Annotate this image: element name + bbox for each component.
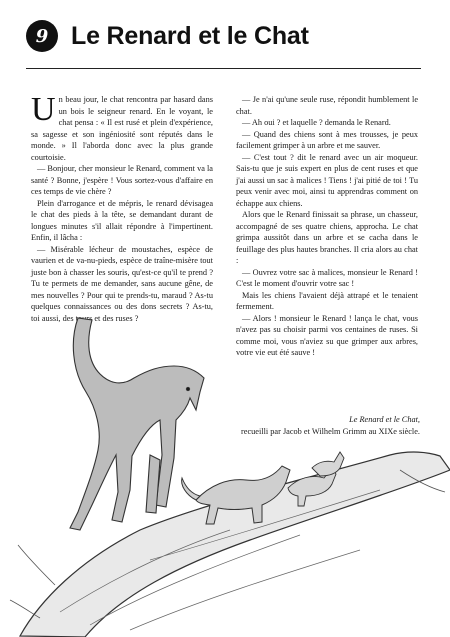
story-column-left	[31, 91, 213, 324]
source-title: Le Renard et le Chat,	[349, 415, 420, 424]
source-credit: recueilli par Jacob et Wilhelm Grimm au XIXe siècle.	[241, 427, 420, 436]
story-paragraph: Plein d'arrogance et de mépris, le renard dévisagea le chat des pieds à la tête, se demandant durant de longues minutes s'il allait répondre à l'impertinent. Enfin, il lâcha :	[31, 198, 213, 242]
story-paragraph: Un beau jour, le chat rencontra par hasard dans un bois le seigneur renard. En le voyant, le chat pensa : « Il est rusé et plein d'expérience, sa sagesse et son ingéniosité sont réputés dans le monde. » Il l'aborda donc avec la plus grande courtoisie.	[31, 91, 213, 162]
story-paragraph: — C'est tout ? dit le renard avec un air moqueur. Sais-tu que je suis expert en plus de cent ruses et que j'ai aussi un sac à malices ! Tiens ! j'ai pitié de toi ! Tu peux venir avec moi, ainsi tu apprendras comment on échappe aux chiens.	[236, 152, 418, 208]
chapter-header	[26, 20, 309, 52]
cat-illustration	[70, 318, 204, 530]
drop-cap: U	[31, 91, 56, 128]
story-paragraph: — Quand des chiens sont à mes trousses, je peux facilement grimper à un arbre et me sauver.	[236, 129, 418, 150]
story-paragraph: — Bonjour, cher monsieur le Renard, comment va la santé ? Bonne, j'espère ! Vous sortez-vous d'affaire en ces temps de vie chère ?	[31, 164, 213, 196]
page-title: Le Renard et le Chat	[71, 21, 309, 50]
story-paragraph: — Ah oui ? et laquelle ? demanda le Renard.	[242, 118, 391, 127]
story-paragraph: — Alors ! monsieur le Renard ! lança le chat, vous n'avez pas su choisir parmi vos centaines de ruses. Si comme moi, vous n'aviez su que grimper aux arbres, votre vie eut été sauve !	[236, 313, 418, 357]
story-paragraph: — Ouvrez votre sac à malices, monsieur le Renard ! C'est le moment d'ouvrir votre sac !	[236, 267, 418, 288]
story-paragraph: Mais les chiens l'avaient déjà attrapé et le tenaient fermement.	[236, 290, 418, 311]
chapter-number-badge: 9	[26, 20, 58, 52]
cat-and-fox-illustration	[0, 300, 450, 637]
story-paragraph: — Je n'ai qu'une seule ruse, répondit humblement le chat.	[236, 95, 418, 116]
story-paragraph: Alors que le Renard finissait sa phrase, un chasseur, accompagné de ses quatre chiens, approcha. Le chat grimpa aussitôt dans un arbre et se cacha dans le feuillage des plus hautes branches. Il cria alors au chat :	[236, 210, 418, 265]
title-divider	[26, 68, 421, 69]
story-paragraph: — Misérable lécheur de moustaches, espèce de vaurien et de va-nu-pieds, espèce de traîne-misère tout juste bon à chasser les souris, qu'est-ce qu'il te prend ? Tu te permets de me demander, sans aucune gêne, de mes nouvelles ? Pour qui te prends-tu, maraud ? As-tu quelques connaissances ou des dons secrets ? As-tu, toi aussi, des tours et des ruses ?	[31, 244, 213, 323]
